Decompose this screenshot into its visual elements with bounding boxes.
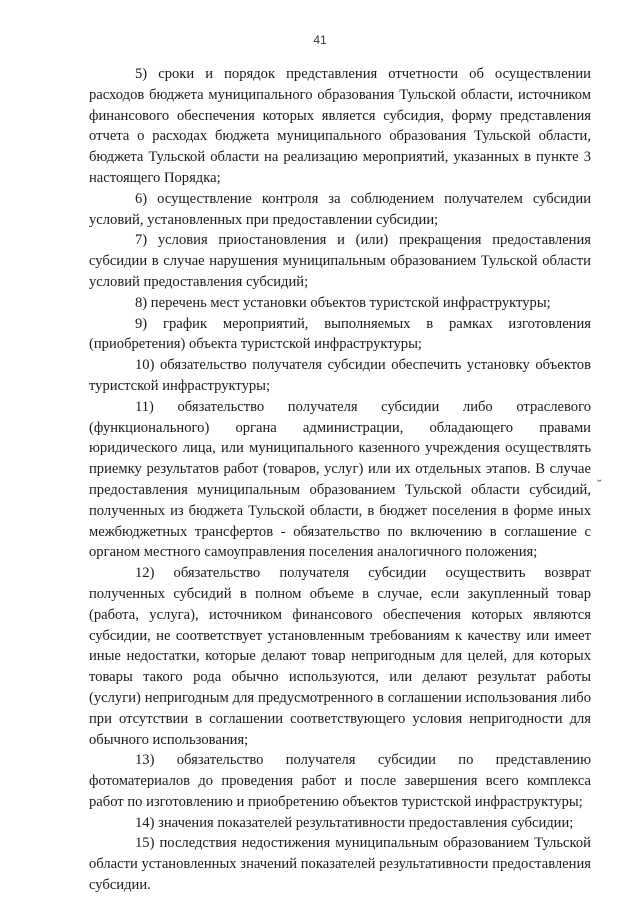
paragraph-item-15: 15) последствия недостижения муниципальным образованием Тульской области установленных значений показателей результативности предоставления субсидии. [89, 835, 591, 894]
paragraph-item-14: 14) значения показателей результативности предоставления субсидии; [135, 814, 574, 831]
paragraph-item-8: 8) перечень мест установки объектов туристской инфраструктуры; [135, 294, 551, 311]
paragraph-item-12: 12) обязательство получателя субсидии осуществить возврат полученных субсидий в полном объеме в случае, если закупленный товар (работа, услуга), источником финансового обеспечения которых являются субсидии, не соответствует установленным требованиям к качеству или имеет иные недостатки, которые делают товар непригодным для целей, для которых товары такого рода обычно используются, или делают результат работы (услуги) непригодным для предусмотренного в соглашении использования либо при отсутствии в соглашении соответствующего условия непригодности для обычного использования; [89, 565, 591, 748]
document-body [89, 64, 591, 896]
page-number: 41 [313, 33, 327, 47]
paragraph-item-9: 9) график мероприятий, выполняемых в рамках изготовления (приобретения) объекта туристской инфраструктуры; [89, 315, 591, 353]
scan-tick-mark: ˘ [597, 478, 602, 493]
paragraph-item-10: 10) обязательство получателя субсидии обеспечить установку объектов туристской инфраструктуры; [89, 357, 591, 394]
paragraph-item-13: 13) обязательство получателя субсидии по представлению фотоматериалов до проведения работ и после завершения всего комплекса работ по изготовлению и приобретению объектов туристской инфраструктуры; [89, 752, 591, 810]
paragraph-item-11: 11) обязательство получателя субсидии либо отраслевого (функционального) органа администрации, обладающего правами юридического лица, или муниципального казенного учреждения осуществлять приемку результатов работ (товаров, услуг) или их отдельных этапов. В случае предоставления муниципальным образованием Тульской области субсидий, полученных из бюджета Тульской области, в бюджет поселения в форме иных межбюджетных трансфертов - обязательство по включению в соглашение с органом местного самоуправления поселения аналогичного положения; [89, 398, 591, 561]
paragraph-item-7: 7) условия приостановления и (или) прекращения предоставления субсидии в случае нарушения муниципальным образованием Тульской области условий предоставления субсидий; [89, 232, 591, 290]
paragraph-item-6: 6) осуществление контроля за соблюдением получателем субсидии условий, установленных при предоставлении субсидии; [89, 190, 591, 228]
paragraph-item-5: 5) сроки и порядок представления отчетности об осуществлении расходов бюджета муниципального образования Тульской области, источником финансового обеспечения которых является субсидия, форму представления отчета о расходах бюджета муниципального образования Тульской области, бюджета Тульской области на реализацию мероприятий, указанных в пункте 3 настоящего Порядка; [89, 66, 591, 186]
